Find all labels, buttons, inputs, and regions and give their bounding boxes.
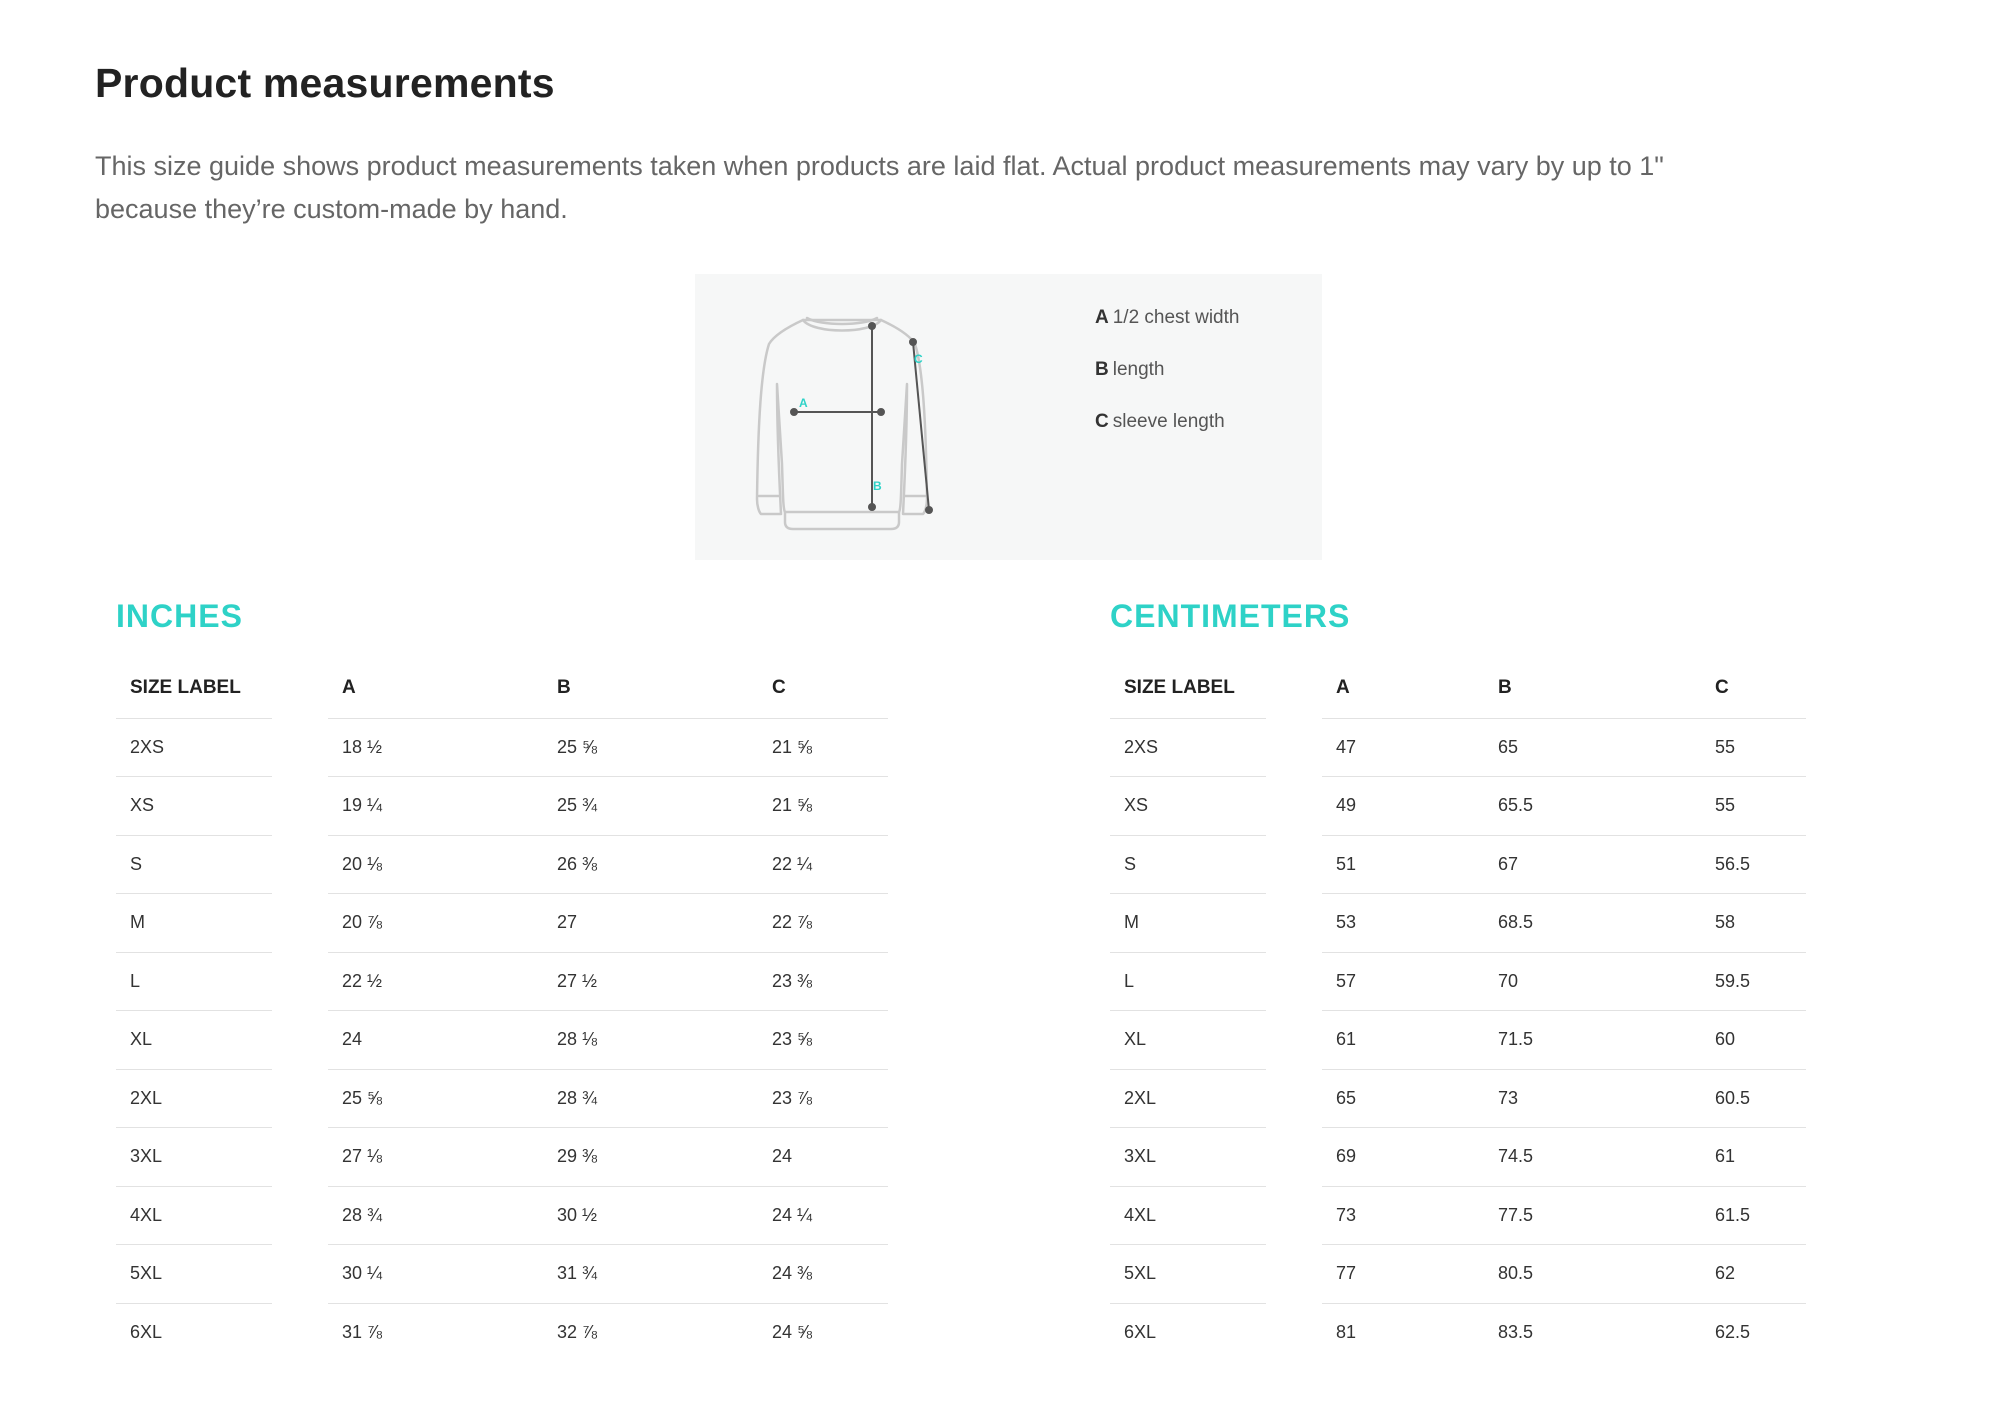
size-label-cell: 6XL [130, 1322, 163, 1342]
column-header-c: C [1701, 659, 1806, 718]
measurement-b-cell: 27 [543, 894, 758, 953]
measurement-a-cell: 28 ¾ [328, 1186, 543, 1245]
measurement-diagram [695, 274, 1322, 560]
measurement-c-cell: 21 ⅝ [758, 777, 888, 836]
column-gap [272, 1011, 328, 1070]
column-gap [1266, 777, 1322, 836]
table-row [1110, 1186, 1806, 1245]
column-gap [1266, 835, 1322, 894]
measurement-c-cell: 24 ⅝ [772, 1322, 813, 1342]
measurement-b-cell: 28 ⅛ [543, 1011, 758, 1070]
size-label-cell: 2XS [1110, 718, 1266, 777]
page-title: Product measurements [95, 60, 555, 106]
legend-text: sleeve length [1112, 411, 1225, 432]
measurement-a-cell: 31 ⅞ [342, 1322, 383, 1342]
measurement-b-cell: 31 ¾ [543, 1245, 758, 1304]
measurement-c-cell: 24 ¼ [758, 1186, 888, 1245]
measurement-c-cell: 22 ¼ [758, 835, 888, 894]
column-header-a: A [1322, 659, 1484, 718]
diagram-marker-b: B [873, 479, 882, 493]
measurement-a-cell: 18 ½ [328, 718, 543, 777]
page-description: This size guide shows product measurements taken when products are laid flat. Actual product measurements may vary by up to 1" because they’re custom-made by hand. [95, 151, 1664, 224]
measurement-a-cell: 20 ⅞ [328, 894, 543, 953]
column-header-size-label: SIZE LABEL [116, 659, 272, 718]
table-row [1110, 1303, 1806, 1362]
measurement-a-cell: 51 [1322, 835, 1484, 894]
measurement-c-cell: 24 [758, 1128, 888, 1187]
table-row [1110, 777, 1806, 836]
measurement-a-cell: 24 [328, 1011, 543, 1070]
measurement-c-cell: 23 ⅞ [758, 1069, 888, 1128]
legend-key: A [1095, 307, 1109, 328]
table-row [1110, 894, 1806, 953]
table-row [1110, 952, 1806, 1011]
column-gap [1266, 1303, 1322, 1362]
legend-key: C [1095, 411, 1109, 432]
size-label-cell: S [116, 835, 272, 894]
table-row [116, 718, 888, 777]
size-label-cell: 5XL [116, 1245, 272, 1304]
measurement-c-cell: 59.5 [1701, 952, 1806, 1011]
measurement-b-cell: 65.5 [1484, 777, 1701, 836]
measurement-c-cell: 61.5 [1701, 1186, 1806, 1245]
table-row [116, 1303, 888, 1362]
measurement-b-cell: 30 ½ [543, 1186, 758, 1245]
column-gap [1266, 952, 1322, 1011]
table-row [116, 1186, 888, 1245]
column-gap [1266, 1011, 1322, 1070]
column-gap [1266, 1069, 1322, 1128]
column-gap [272, 777, 328, 836]
column-gap [272, 1186, 328, 1245]
measurement-c-cell: 23 ⅜ [758, 952, 888, 1011]
size-label-cell: 4XL [116, 1186, 272, 1245]
column-gap [1266, 1186, 1322, 1245]
size-label-cell: 5XL [1110, 1245, 1266, 1304]
centimeters-heading: CENTIMETERS [1110, 598, 1351, 634]
measurement-a-cell: 30 ¼ [328, 1245, 543, 1304]
column-gap [1266, 894, 1322, 953]
measurement-c-cell: 23 ⅝ [758, 1011, 888, 1070]
measurement-b-cell: 70 [1484, 952, 1701, 1011]
measurement-b-cell: 77.5 [1484, 1186, 1701, 1245]
column-header-b: B [1484, 659, 1701, 718]
size-label-cell: 3XL [1110, 1128, 1266, 1187]
measurement-a-cell: 53 [1322, 894, 1484, 953]
table-row [116, 835, 888, 894]
column-gap [1266, 718, 1322, 777]
inches-table [116, 659, 888, 1362]
column-gap [272, 659, 328, 718]
column-gap [1266, 659, 1322, 718]
size-label-cell: XL [1110, 1011, 1266, 1070]
measurement-b-cell: 80.5 [1484, 1245, 1701, 1304]
table-row [116, 1128, 888, 1187]
table-row [116, 894, 888, 953]
size-label-cell: S [1110, 835, 1266, 894]
measurement-c-cell: 56.5 [1701, 835, 1806, 894]
table-row [116, 1069, 888, 1128]
legend-key: B [1095, 359, 1109, 380]
table-row [116, 1245, 888, 1304]
measurement-a-cell: 47 [1322, 718, 1484, 777]
size-label-cell: M [116, 894, 272, 953]
measurement-c-cell: 61 [1701, 1128, 1806, 1187]
table-row [1110, 1245, 1806, 1304]
measurement-c-cell: 62.5 [1715, 1322, 1751, 1342]
measurement-c-cell: 55 [1701, 718, 1806, 777]
measurement-a-cell: 22 ½ [328, 952, 543, 1011]
measurement-c-cell: 60 [1701, 1011, 1806, 1070]
measurement-c-cell: 22 ⅞ [758, 894, 888, 953]
table-row [116, 952, 888, 1011]
size-label-cell: 4XL [1110, 1186, 1266, 1245]
column-gap [1266, 1128, 1322, 1187]
measurement-b-cell: 29 ⅜ [543, 1128, 758, 1187]
measurement-b-cell: 28 ¾ [543, 1069, 758, 1128]
measurement-b-cell: 68.5 [1484, 894, 1701, 953]
measurement-b-cell: 71.5 [1484, 1011, 1701, 1070]
measurement-a-cell: 77 [1322, 1245, 1484, 1304]
size-label-cell: 2XS [116, 718, 272, 777]
diagram-marker-c: C [914, 352, 923, 366]
measurement-c-cell: 58 [1701, 894, 1806, 953]
table-row [1110, 1069, 1806, 1128]
column-gap [272, 894, 328, 953]
measurement-b-cell: 26 ⅜ [543, 835, 758, 894]
measurement-b-cell: 83.5 [1498, 1322, 1534, 1342]
size-label-cell: XS [116, 777, 272, 836]
measurement-a-cell: 65 [1322, 1069, 1484, 1128]
size-label-cell: 2XL [1110, 1069, 1266, 1128]
table-row [116, 777, 888, 836]
table-header-row [1110, 659, 1806, 718]
measurement-b-cell: 67 [1484, 835, 1701, 894]
diagram-marker-a: A [799, 396, 808, 410]
measurement-a-cell: 61 [1322, 1011, 1484, 1070]
legend-item-length [1095, 360, 1239, 412]
diagram-legend [1095, 308, 1239, 464]
legend-item-sleeve-length [1095, 412, 1239, 464]
table-row [1110, 1011, 1806, 1070]
measurement-c-cell: 55 [1701, 777, 1806, 836]
column-header-a: A [328, 659, 543, 718]
measurement-a-cell: 69 [1322, 1128, 1484, 1187]
legend-text: length [1112, 359, 1165, 380]
measurement-a-cell: 20 ⅛ [328, 835, 543, 894]
size-label-cell: 3XL [116, 1128, 272, 1187]
column-gap [1266, 1245, 1322, 1304]
measurement-a-cell: 27 ⅛ [328, 1128, 543, 1187]
column-gap [272, 952, 328, 1011]
table-row [1110, 718, 1806, 777]
size-label-cell: L [116, 952, 272, 1011]
measurement-a-cell: 25 ⅝ [328, 1069, 543, 1128]
measurement-b-cell: 74.5 [1484, 1128, 1701, 1187]
measurement-b-cell: 65 [1484, 718, 1701, 777]
size-label-cell: XS [1110, 777, 1266, 836]
measurement-a-cell: 57 [1322, 952, 1484, 1011]
centimeters-table [1110, 659, 1806, 1362]
measurement-b-cell: 73 [1484, 1069, 1701, 1128]
table-row [116, 1011, 888, 1070]
inches-heading: INCHES [116, 598, 243, 634]
measurement-b-cell: 27 ½ [543, 952, 758, 1011]
measurement-c-cell: 60.5 [1701, 1069, 1806, 1128]
table-row [1110, 835, 1806, 894]
column-gap [272, 1245, 328, 1304]
column-header-size-label: SIZE LABEL [1110, 659, 1266, 718]
size-label-cell: 6XL [1124, 1322, 1157, 1342]
column-gap [272, 1128, 328, 1187]
measurement-a-cell: 81 [1336, 1322, 1357, 1342]
size-label-cell: L [1110, 952, 1266, 1011]
measurement-c-cell: 62 [1701, 1245, 1806, 1304]
size-label-cell: 2XL [116, 1069, 272, 1128]
measurement-c-cell: 24 ⅜ [758, 1245, 888, 1304]
measurement-a-cell: 73 [1322, 1186, 1484, 1245]
column-gap [272, 1069, 328, 1128]
measurement-a-cell: 49 [1322, 777, 1484, 836]
column-gap [272, 835, 328, 894]
column-header-c: C [758, 659, 888, 718]
measurement-b-cell: 32 ⅞ [557, 1322, 598, 1342]
measurement-b-cell: 25 ¾ [543, 777, 758, 836]
size-label-cell: XL [116, 1011, 272, 1070]
column-gap [272, 1303, 328, 1362]
table-header-row [116, 659, 888, 718]
measurement-c-cell: 21 ⅝ [758, 718, 888, 777]
table-row [1110, 1128, 1806, 1187]
legend-text: 1/2 chest width [1112, 307, 1240, 328]
legend-item-chest-width [1095, 308, 1239, 360]
column-header-b: B [543, 659, 758, 718]
measurement-b-cell: 25 ⅝ [543, 718, 758, 777]
measurement-a-cell: 19 ¼ [328, 777, 543, 836]
size-label-cell: M [1110, 894, 1266, 953]
column-gap [272, 718, 328, 777]
